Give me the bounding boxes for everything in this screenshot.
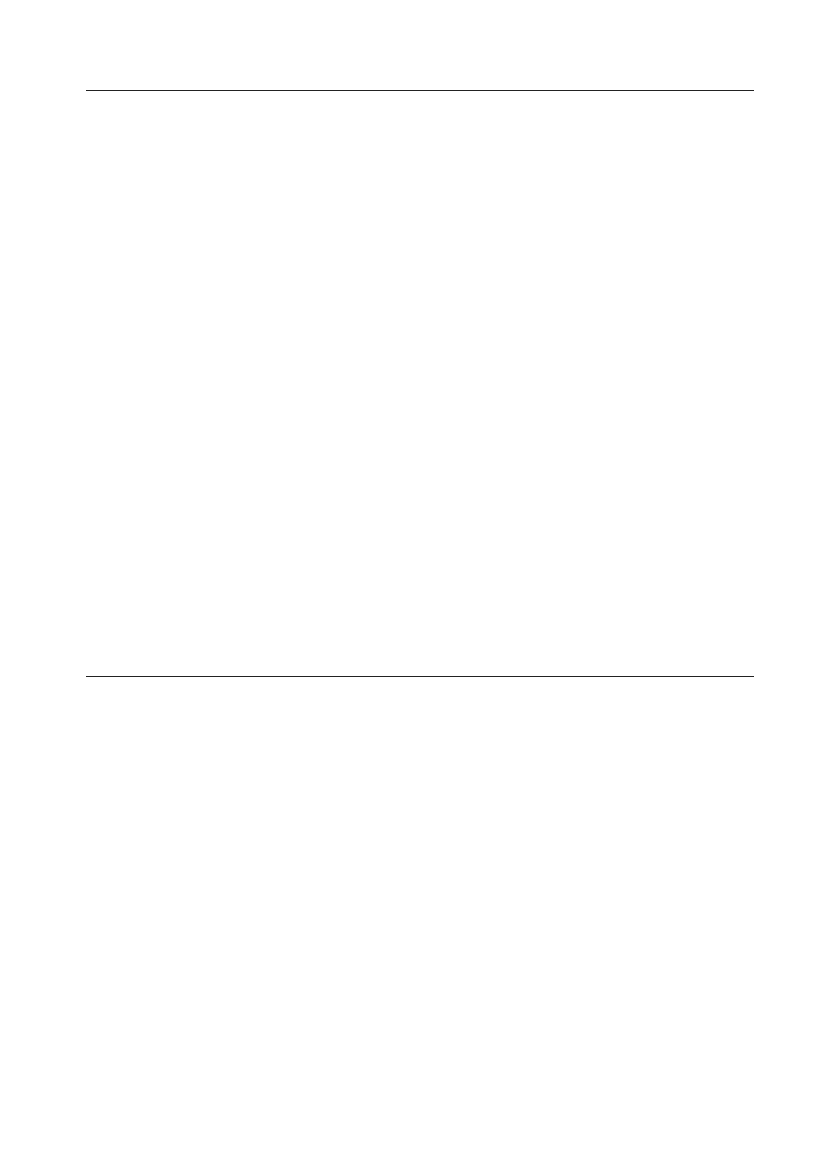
right-column [436,111,754,129]
continued-refs-left [86,708,404,722]
header-rule [86,90,754,91]
section-heading [86,129,404,154]
page-footer [86,1116,123,1134]
section-rule [86,676,754,677]
left-column [86,111,404,168]
